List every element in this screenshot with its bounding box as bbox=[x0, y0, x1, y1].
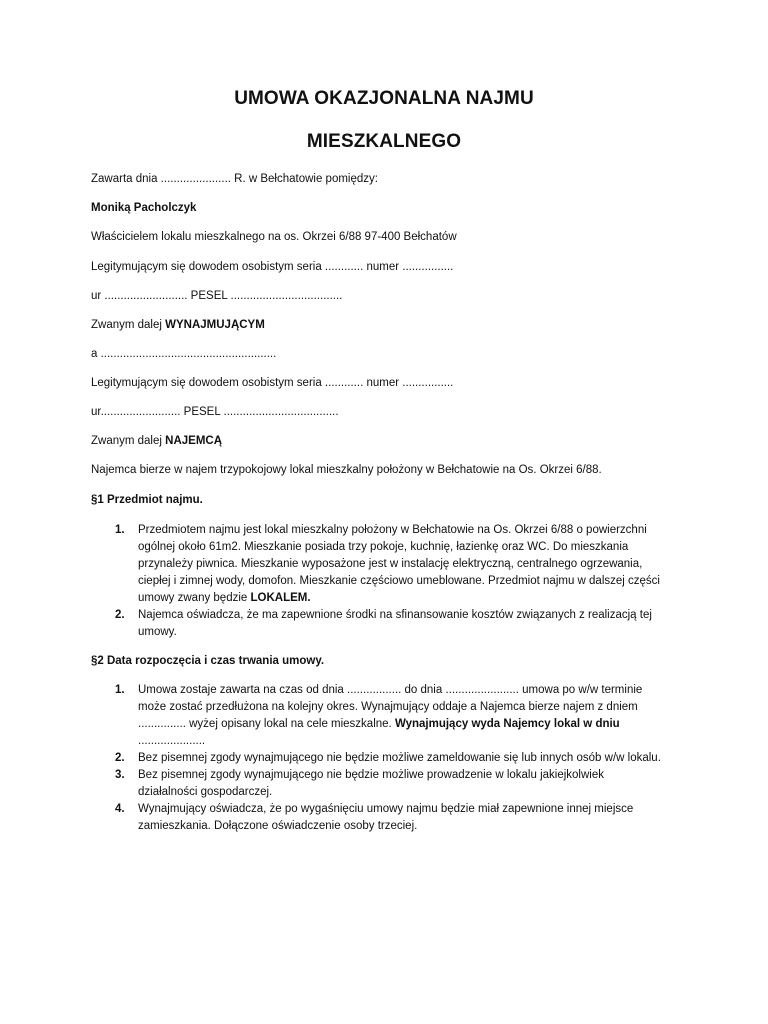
tenant-role: NAJEMCĄ bbox=[165, 435, 223, 447]
list-item bbox=[91, 682, 691, 750]
item-text-line: działalności gospodarczej. bbox=[138, 786, 273, 798]
item-text-line: przynależy piwnica. Mieszkanie wyposażone jest w instalację elektryczną, centralnego ogrzewania, bbox=[138, 558, 643, 570]
tenant-id-line: Legitymującym się dowodem osobistym seria ............ numer ................ bbox=[91, 377, 454, 389]
item-text-line: Przedmiotem najmu jest lokal mieszkalny położony w Bełchatowie na Os. Okrzei 6/88 o powierzchni bbox=[138, 524, 647, 536]
intro-line: Zawarta dnia ...................... R. w Bełchatowie pomiędzy: bbox=[91, 173, 378, 185]
item-text-line bbox=[138, 716, 691, 733]
list-item bbox=[91, 750, 691, 767]
item-text-line: Wynajmujący oświadcza, że po wygaśnięciu umowy najmu będzie miał zapewnione innej miejsce bbox=[138, 803, 634, 815]
item-number: 1. bbox=[115, 684, 125, 696]
landlord-id-line: Legitymującym się dowodem osobistym seria ............ numer ................ bbox=[91, 261, 454, 273]
item-text-line: Bez pisemnej zgody wynajmującego nie będzie możliwe zameldowanie się lub innych osób w/w lokalu. bbox=[138, 752, 661, 764]
item-number: 3. bbox=[115, 769, 125, 781]
item-text-bold: Wynajmujący wyda Najemcy lokal w dniu bbox=[394, 718, 620, 730]
section1-list bbox=[91, 522, 691, 641]
item-number: 4. bbox=[115, 803, 125, 815]
landlord-role: WYNAJMUJĄCYM bbox=[165, 319, 265, 331]
item-text-prefix: ............... wyżej opisany lokal na cele mieszkalne. bbox=[138, 718, 395, 730]
owner-line: Właścicielem lokalu mieszkalnego na os. Okrzei 6/88 97-400 Bełchatów bbox=[91, 231, 457, 243]
section1-heading: §1 Przedmiot najmu. bbox=[91, 494, 203, 506]
item-text-line: może zostać przedłużona na kolejny okres. Wynajmujący oddaje a Najemca bierze najem z dniem bbox=[138, 701, 638, 713]
rental-line: Najemca bierze w najem trzypokojowy lokal mieszkalny położony w Bełchatowie na Os. Okrzei 6/88. bbox=[91, 464, 602, 476]
list-item bbox=[91, 767, 691, 801]
title-line-2: MIESZKALNEGO bbox=[306, 131, 462, 152]
item-text-line: ogólnej około 61m2. Mieszkanie posiada trzy pokoje, kuchnię, łazienkę oraz WC. Do mieszkania bbox=[138, 541, 629, 553]
landlord-called-line bbox=[91, 319, 691, 331]
item-number: 1. bbox=[115, 524, 125, 536]
item-text-prefix: umowy zwany będzie bbox=[138, 592, 251, 604]
landlord-birth-line: ur .......................... PESEL ................................... bbox=[91, 290, 343, 302]
item-text-line: ciepłej i zimnej wody, domofon. Mieszkanie częściowo umeblowane. Przedmiot najmu w dalszej części bbox=[138, 575, 660, 587]
section2-list bbox=[91, 682, 691, 835]
and-line: a ....................................................... bbox=[91, 348, 277, 360]
item-number: 2. bbox=[115, 609, 125, 621]
item-text-line: Bez pisemnej zgody wynajmującego nie będzie możliwe prowadzenie w lokalu jakiejkolwiek bbox=[138, 769, 604, 781]
list-item bbox=[91, 522, 691, 607]
item-text-line: Najemca oświadcza, że ma zapewnione środki na sfinansowanie kosztów związanych z realizacją tej bbox=[138, 609, 652, 621]
list-item bbox=[91, 801, 691, 835]
list-item bbox=[91, 607, 691, 641]
tenant-called-line bbox=[91, 435, 691, 447]
tenant-called-prefix: Zwanym dalej bbox=[91, 435, 166, 447]
landlord-name: Moniką Pacholczyk bbox=[91, 202, 197, 214]
tenant-birth-line: ur......................... PESEL .................................... bbox=[91, 406, 339, 418]
item-text-line: zamieszkania. Dołączone oświadczenie osoby trzeciej. bbox=[138, 820, 418, 832]
item-text-line: umowy. bbox=[138, 626, 177, 638]
title-line-1: UMOWA OKAZJONALNA NAJMU bbox=[234, 88, 534, 109]
item-number: 2. bbox=[115, 752, 125, 764]
item-text-line: Umowa zostaje zawarta na czas od dnia ................. do dnia ....................... umowa po w/w terminie bbox=[138, 684, 643, 696]
item-text-bold: LOKALEM. bbox=[250, 592, 311, 604]
section2-heading: §2 Data rozpoczęcia i czas trwania umowy. bbox=[91, 655, 325, 667]
item-text-line bbox=[138, 590, 691, 607]
item-text-line: ..................... bbox=[138, 735, 206, 747]
landlord-called-prefix: Zwanym dalej bbox=[91, 319, 166, 331]
